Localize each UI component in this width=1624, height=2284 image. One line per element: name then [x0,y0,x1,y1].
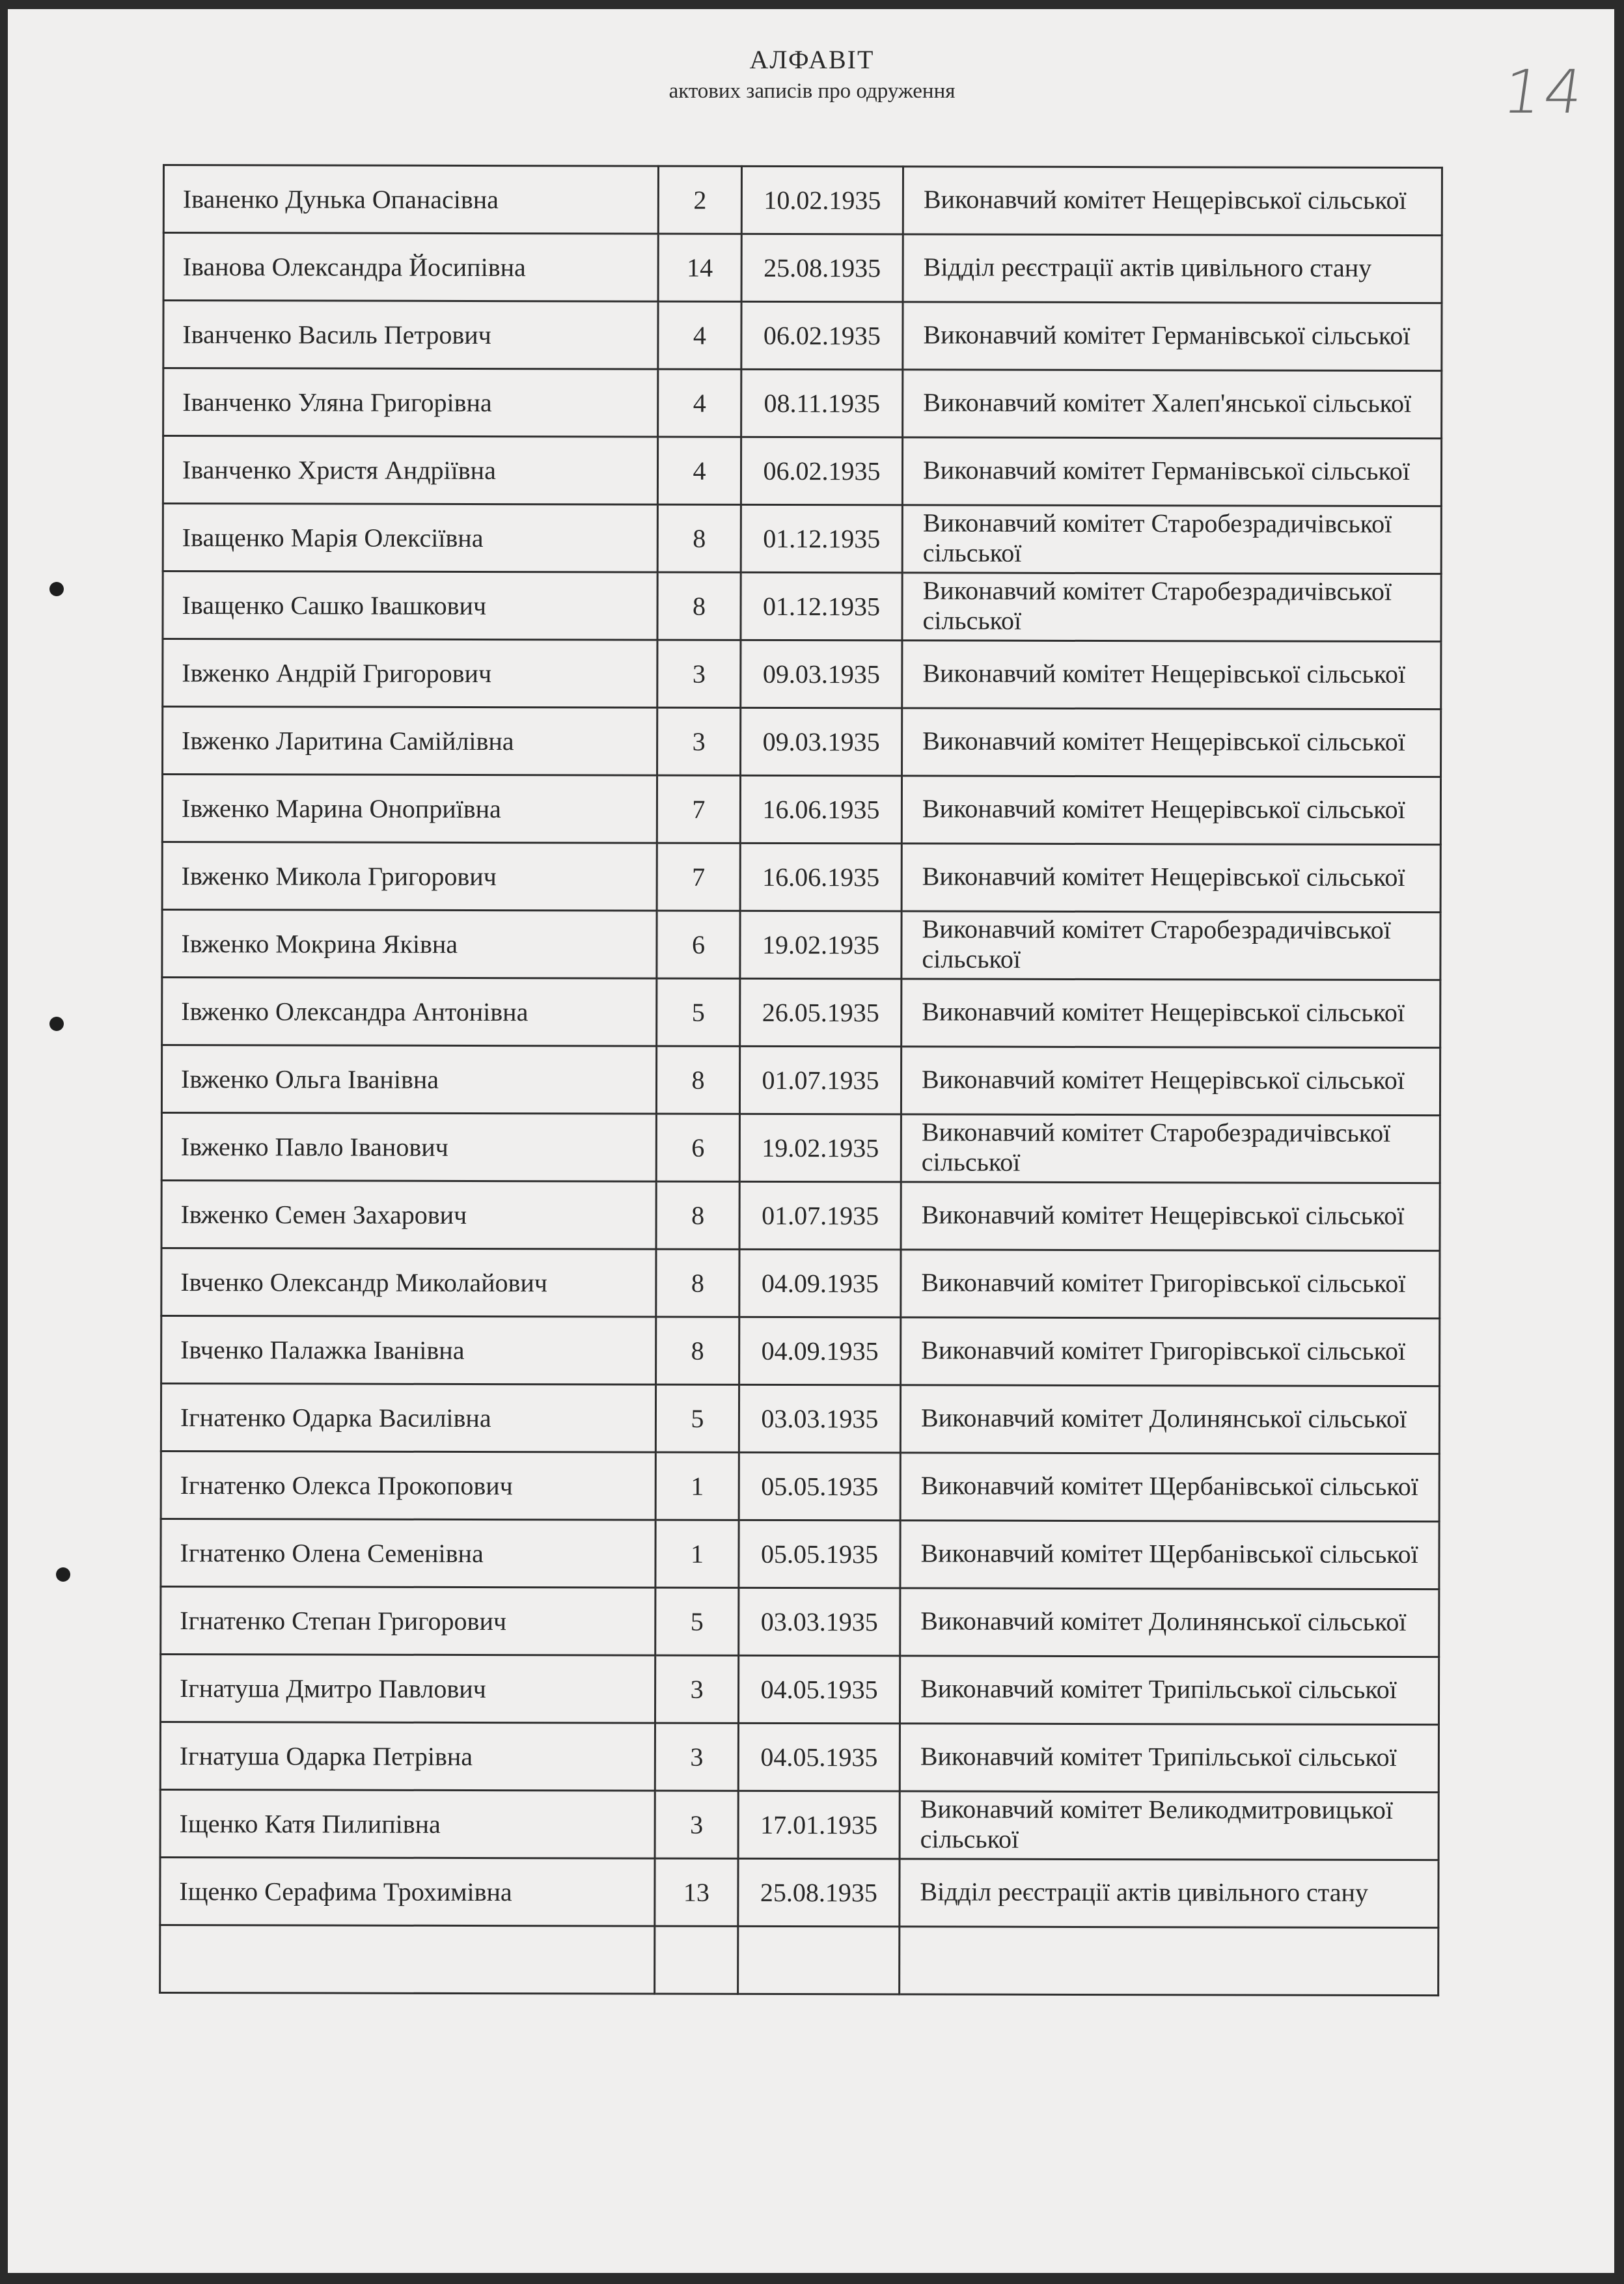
person-name-cell: Ігнатуша Одарка Петрівна [160,1722,655,1791]
registry-office-text: Виконавчий комітет Трипільської сільської [920,1673,1397,1704]
record-date-cell: 05.05.1935 [739,1452,900,1520]
punch-hole-mark [49,582,64,596]
table-row [161,1180,1440,1250]
person-name-cell: Іщенко Серафима Трохимівна [160,1857,655,1926]
record-number-cell: 4 [658,369,741,437]
record-number-cell: 5 [655,1588,739,1655]
record-number-cell: 8 [657,572,741,640]
record-number-cell: 4 [658,301,741,369]
registry-office-cell [900,1791,1438,1860]
table-row [160,1722,1438,1792]
person-name-cell: Івженко Павло Іванович [161,1113,656,1182]
record-number-cell: 8 [656,1181,739,1249]
registry-office-cell [901,979,1440,1048]
record-date-cell: 05.05.1935 [739,1520,900,1588]
record-date-cell: 03.03.1935 [739,1384,900,1453]
record-number-cell: 3 [655,1791,738,1858]
marriage-records-table [159,164,1443,1996]
handwritten-page-number: 14 [1498,57,1590,127]
registry-office-cell [903,370,1442,439]
registry-office-cell [901,1317,1440,1386]
record-date-cell: 01.07.1935 [739,1046,901,1114]
person-name-cell: Іванова Олександра Йосипівна [163,233,658,302]
registry-office-cell [901,1114,1440,1183]
record-number-cell: 3 [655,1655,738,1723]
document-subtitle: актових записів про одруження [668,79,956,103]
registry-office-text: Виконавчий комітет Нещерівської сільської [922,860,1405,892]
table-row [163,504,1441,574]
table-row [160,1789,1438,1860]
registry-office-cell [902,505,1441,574]
record-date-cell: 16.06.1935 [740,843,901,911]
record-date-cell [738,1926,900,1994]
record-number-cell: 4 [657,437,741,504]
registry-office-text: Виконавчий комітет Нещерівської сільської [921,1199,1405,1230]
registry-office-text: Виконавчий комітет Великодмитровицької сільської [920,1793,1394,1854]
registry-office-text: Виконавчий комітет Халеп'янської сільської [923,387,1412,418]
registry-office-text [920,1958,1437,1959]
registry-office-cell [901,776,1440,845]
person-name-cell: Ігнатенко Олекса Прокопович [161,1451,655,1520]
record-number-cell: 14 [658,234,741,301]
table-row [163,571,1441,642]
table-row [160,1654,1438,1724]
punch-hole-mark [56,1567,70,1582]
record-date-cell: 25.08.1935 [741,234,903,302]
table-row [163,707,1441,777]
record-number-cell [655,1926,738,1994]
person-name-cell: Іванченко Василь Петрович [163,301,658,370]
record-date-cell: 17.01.1935 [738,1791,900,1859]
record-number-cell: 5 [657,978,740,1046]
person-name-cell: Івженко Ларитина Самійлівна [163,707,657,776]
registry-office-text: Виконавчий комітет Нещерівської сільської [922,1064,1405,1095]
record-date-cell: 03.03.1935 [739,1588,900,1656]
registry-office-text: Виконавчий комітет Григорівської сільської [921,1334,1406,1366]
person-name-cell: Іваненко Дунька Опанасівна [163,165,658,234]
person-name-cell: Іващенко Марія Олексіївна [163,504,657,573]
person-name-cell [160,1925,655,1994]
registry-office-cell [900,1385,1439,1454]
person-name-cell: Івженко Олександра Антонівна [162,978,657,1047]
record-number-cell: 13 [655,1858,738,1926]
registry-office-cell [900,1927,1438,1996]
registry-office-cell [900,1453,1439,1522]
record-number-cell: 5 [655,1384,739,1452]
registry-office-cell [901,911,1440,980]
record-number-cell: 8 [656,1046,739,1114]
person-name-cell: Івженко Микола Григорович [162,842,657,911]
person-name-cell: Іванченко Уляна Григорівна [163,368,658,437]
person-name-cell: Івченко Олександр Миколайович [161,1248,656,1317]
registry-office-text: Виконавчий комітет Нещерівської сільської [922,657,1406,689]
record-date-cell: 26.05.1935 [740,978,901,1047]
record-date-cell: 08.11.1935 [741,369,903,437]
registry-office-cell [900,1859,1438,1928]
registry-office-text: Виконавчий комітет Долинянської сільської [920,1605,1407,1636]
record-date-cell: 19.02.1935 [739,1114,901,1182]
registry-office-cell [901,844,1440,913]
registry-office-cell [902,573,1441,642]
person-name-cell: Ігнатенко Степан Григорович [161,1586,655,1655]
table-row [160,1857,1438,1927]
record-date-cell: 04.05.1935 [738,1655,900,1724]
table-row [162,775,1440,845]
registry-office-text: Відділ реєстрації актів цивільного стану [923,251,1372,282]
table-row [161,1315,1440,1386]
punch-hole-mark [49,1017,64,1031]
person-name-cell: Івженко Мокрина Яківна [162,910,657,979]
table-row [163,233,1442,303]
record-date-cell: 09.03.1935 [741,640,902,708]
registry-office-cell [901,1250,1440,1319]
registry-office-text: Виконавчий комітет Нещерівської сільської [922,725,1405,756]
record-date-cell: 04.09.1935 [739,1249,901,1317]
registry-office-text: Відділ реєстрації актів цивільного стану [920,1876,1368,1907]
record-date-cell: 01.12.1935 [741,504,902,573]
table-row [161,1451,1439,1521]
record-number-cell: 8 [656,1317,739,1384]
record-date-cell: 10.02.1935 [741,166,903,234]
person-name-cell: Івженко Андрій Григорович [163,639,657,708]
record-number-cell: 8 [657,504,741,572]
record-date-cell: 01.07.1935 [739,1181,901,1250]
person-name-cell: Івженко Марина Оноприївна [162,775,657,844]
table-row [161,1519,1439,1589]
person-name-cell: Іщенко Катя Пилипівна [160,1789,655,1858]
document-title: АЛФАВІТ [749,45,875,74]
record-date-cell: 04.09.1935 [739,1317,901,1385]
registry-office-text: Виконавчий комітет Щербанівської сільської [920,1470,1419,1501]
record-date-cell: 25.08.1935 [738,1858,900,1927]
table-row [161,1248,1440,1318]
record-number-cell: 1 [655,1452,739,1520]
registry-office-cell [901,1047,1440,1116]
record-date-cell: 19.02.1935 [740,911,901,979]
table-row [162,842,1440,913]
registry-office-cell [902,437,1441,506]
registry-office-text: Виконавчий комітет Щербанівської сільської [920,1537,1418,1569]
record-number-cell: 7 [657,843,740,911]
record-number-cell: 8 [656,1249,739,1317]
table-row [161,1586,1439,1657]
record-number-cell: 3 [657,708,741,775]
record-number-cell: 6 [656,1114,739,1181]
registry-office-text: Виконавчий комітет Старобезрадичівської сільської [922,575,1392,635]
registry-office-cell [903,302,1442,371]
registry-office-text: Виконавчий комітет Долинянської сільської [920,1402,1407,1433]
person-name-cell: Івченко Палажка Іванівна [161,1315,656,1384]
record-date-cell: 16.06.1935 [740,775,901,844]
table-row [163,165,1442,236]
person-name-cell: Ігнатуша Дмитро Павлович [160,1654,655,1723]
registry-office-cell [900,1724,1438,1793]
table-row [163,436,1441,506]
record-number-cell: 7 [657,775,740,843]
record-number-cell: 1 [655,1520,739,1588]
registry-office-text: Виконавчий комітет Нещерівської сільської [922,793,1405,824]
registry-office-text: Виконавчий комітет Нещерівської сільської [923,184,1407,215]
table-row [161,1113,1440,1183]
registry-office-cell [903,167,1442,236]
registry-office-text: Виконавчий комітет Старобезрадичівської сільської [921,1116,1391,1177]
registry-office-cell [903,234,1442,303]
person-name-cell: Ігнатенко Олена Семенівна [161,1519,655,1588]
registry-office-text: Виконавчий комітет Трипільської сільської [920,1741,1397,1772]
table-row [160,1925,1438,1995]
person-name-cell: Ігнатенко Одарка Василівна [161,1383,655,1452]
record-number-cell: 3 [655,1723,738,1791]
record-date-cell: 09.03.1935 [741,708,902,776]
record-number-cell: 2 [658,166,741,234]
table-row [161,1383,1439,1453]
person-name-cell: Іванченко Христя Андріївна [163,436,657,505]
person-name-cell: Іващенко Сашко Івашкович [163,571,657,640]
table-row [161,1045,1440,1116]
record-date-cell: 04.05.1935 [738,1723,900,1791]
table-row [162,978,1440,1048]
registry-office-text: Виконавчий комітет Старобезрадичівської сільської [922,913,1391,974]
table-row [163,639,1441,709]
registry-office-cell [902,708,1441,777]
registry-office-cell [900,1656,1438,1725]
record-date-cell: 01.12.1935 [741,572,902,640]
registry-office-cell [902,640,1441,709]
person-name-cell: Івженко Семен Захарович [161,1180,656,1249]
record-date-cell: 06.02.1935 [741,437,902,505]
registry-office-cell [901,1182,1440,1251]
registry-office-text: Виконавчий комітет Нещерівської сільської [922,996,1405,1027]
person-name-cell: Івженко Ольга Іванівна [161,1045,656,1114]
registry-office-cell [900,1520,1439,1589]
registry-office-text: Виконавчий комітет Григорівської сільської [921,1267,1406,1298]
registry-office-text: Виконавчий комітет Германівської сільської [923,319,1411,350]
record-date-cell: 06.02.1935 [741,301,903,370]
registry-office-text: Виконавчий комітет Старобезрадичівської сільської [922,507,1392,568]
registry-office-text: Виконавчий комітет Германівської сільської [922,454,1411,486]
table-row [162,910,1440,980]
table-row [163,368,1442,439]
record-number-cell: 6 [657,911,740,978]
registry-office-cell [900,1588,1439,1657]
table-row [163,301,1442,371]
record-number-cell: 3 [657,640,741,708]
